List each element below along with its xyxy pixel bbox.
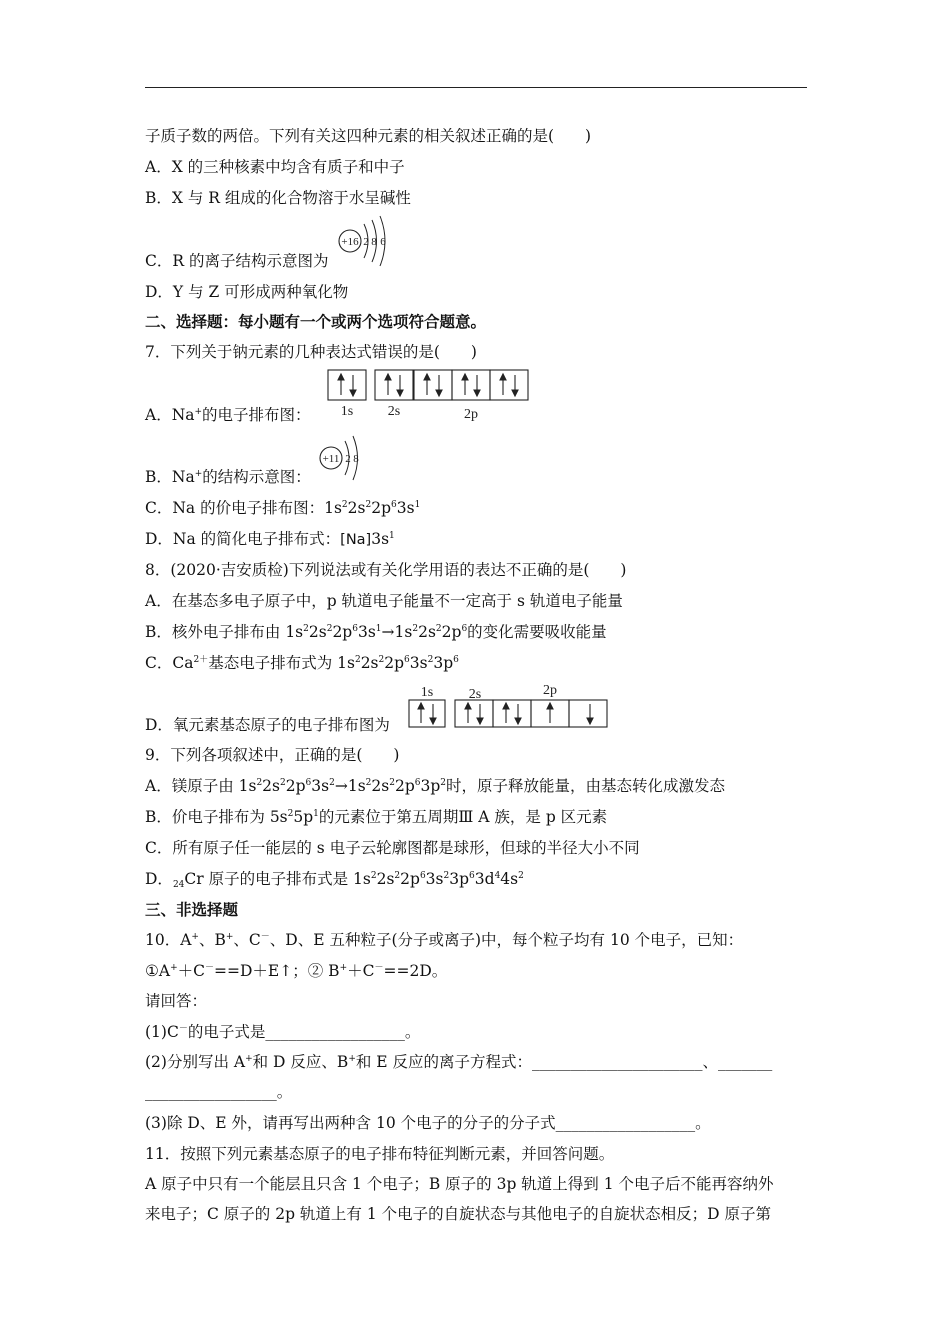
q8-spin-up-2py <box>547 703 553 723</box>
q6-stem: 子质子数的两倍。下列有关这四种元素的相关叙述正确的是( ) <box>145 127 592 145</box>
q7-shell-2: 8 <box>353 453 359 465</box>
q10-part-2: (2)分别写出 A+和 D 反应、B+和 E 反应的离子方程式：______________________、_______ <box>145 1053 773 1071</box>
q8-spin-pair-2s <box>465 703 483 724</box>
q8-option-a: A．在基态多电子原子中，p 轨道电子能量不一定高于 s 轨道电子能量 <box>145 592 623 610</box>
q6-option-d: D．Y 与 Z 可形成两种氧化物 <box>145 283 349 301</box>
q8-spin-pair-1s <box>418 703 436 724</box>
q7-orbital-label-2p: 2p <box>464 407 478 422</box>
q7-shell-1: 2 <box>345 453 351 465</box>
q8-orbital-label-2p: 2p <box>543 683 557 698</box>
q11-stem: 11．按照下列元素基态原子的电子排布特征判断元素，并回答问题。 <box>145 1145 615 1163</box>
q7-orbital-label-1s: 1s <box>340 404 354 419</box>
q9-option-c: C．所有原子任一能层的 s 电子云轮廓图都是球形，但球的半径大小不同 <box>145 839 640 857</box>
q6-shell-3: 6 <box>380 236 386 248</box>
q7-stem: 7．下列关于钠元素的几种表达式错误的是( ) <box>145 343 477 361</box>
q7-spin-pair-2py <box>462 374 480 396</box>
q10-stem: 10．A+、B+、C－、D、E 五种粒子(分子或离子)中，每个粒子均有 10 个电子，已知： <box>145 931 744 949</box>
q6-option-c: C．R 的离子结构示意图为 <box>145 252 329 270</box>
q9-option-d: D．$_{24}$Cr 原子的电子排布式是 $1s^22s^22p^63s^23p^63d^44s^2$ <box>145 870 524 890</box>
q7-orbital-label-2s: 2s <box>387 404 401 419</box>
q7-spin-pair-2px <box>424 374 442 396</box>
q6-shell-2: 8 <box>371 236 377 248</box>
q8-orbital-label-2s: 2s <box>468 687 482 702</box>
q6-option-b: B．X 与 R 组成的化合物溶于水呈碱性 <box>145 189 411 207</box>
q10-part-3: (3)除 D、E 外，请再写出两种含 10 个电子的分子的分子式__________________。 <box>145 1114 711 1132</box>
q7-option-d: D．Na 的简化电子排布式：$[Na]3s^1$ <box>145 530 395 548</box>
q7-option-b: B．Na+的结构示意图： <box>145 468 311 486</box>
q8-option-c: C．$Ca^{2+}$基态电子排布式为 $1s^22s^22p^63s^23p^6$ <box>145 654 459 672</box>
q8-spin-pair-2px <box>503 703 521 724</box>
q8-option-d: D．氧元素基态原子的电子排布图为 <box>145 716 390 734</box>
q8-spin-down-2pz <box>587 704 593 724</box>
section-2-title: 二、选择题：每小题有一个或两个选项符合题意。 <box>145 312 487 331</box>
q7-nucleus-label: +11 <box>322 453 340 465</box>
q8-oxygen-orbital-diagram <box>405 680 610 730</box>
q7-na-ion-diagram <box>314 432 370 488</box>
q7-option-c: C．Na 的价电子排布图：$1s^22s^22p^63s^1$ <box>145 499 421 517</box>
q10-reactions: ①A+＋C－==D＋E↑；② B+＋C－==2D。 <box>145 962 448 980</box>
q7-spin-pair-2s <box>385 374 403 396</box>
q8-stem: 8．(2020·吉安质检)下列说法或有关化学用语的表达不正确的是( ) <box>145 561 627 579</box>
q6-shell-1: 2 <box>363 236 369 248</box>
q11-line-2: 来电子；C 原子的 2p 轨道上有 1 个电子的自旋状态与其他电子的自旋状态相反；D 原子第 <box>145 1205 771 1223</box>
q7-spin-pair-1s <box>338 374 356 396</box>
q9-option-a: A．镁原子由 $1s^22s^22p^63s^2\to 1s^22s^22p^63p^2$时，原子释放能量，由基态转化成激发态 <box>145 777 726 795</box>
q8-orbital-label-1s: 1s <box>420 685 434 700</box>
q9-option-b: B．价电子排布为 $5s^25p^1$的元素位于第五周期Ⅲ A 族，是 p 区元素 <box>145 808 608 826</box>
q10-part-2-continued: _________________。 <box>145 1083 293 1101</box>
section-3-title: 三、非选择题 <box>145 900 239 919</box>
q11-line-1: A 原子中只有一个能层且只含 1 个电子；B 原子的 3p 轨道上得到 1 个电子后不能再容纳外 <box>145 1175 774 1193</box>
q6-nucleus-label: +16 <box>341 236 359 248</box>
q9-stem: 9．下列各项叙述中，正确的是( ) <box>145 746 400 764</box>
q7-na-orbital-diagram <box>325 368 530 422</box>
header-rule <box>145 87 807 88</box>
q7-option-a: A．Na+的电子排布图： <box>145 406 311 424</box>
q7-spin-pair-2pz <box>500 374 518 396</box>
q10-part-1: (1)C－的电子式是__________________。 <box>145 1023 421 1041</box>
q10-please-answer: 请回答： <box>145 992 208 1010</box>
q8-option-b: B．核外电子排布由 $1s^22s^22p^63s^1\to 1s^22s^22p^6$的变化需要吸收能量 <box>145 623 607 641</box>
q6-sulfide-ion-diagram <box>334 214 394 270</box>
q6-option-a: A．X 的三种核素中均含有质子和中子 <box>145 158 405 176</box>
